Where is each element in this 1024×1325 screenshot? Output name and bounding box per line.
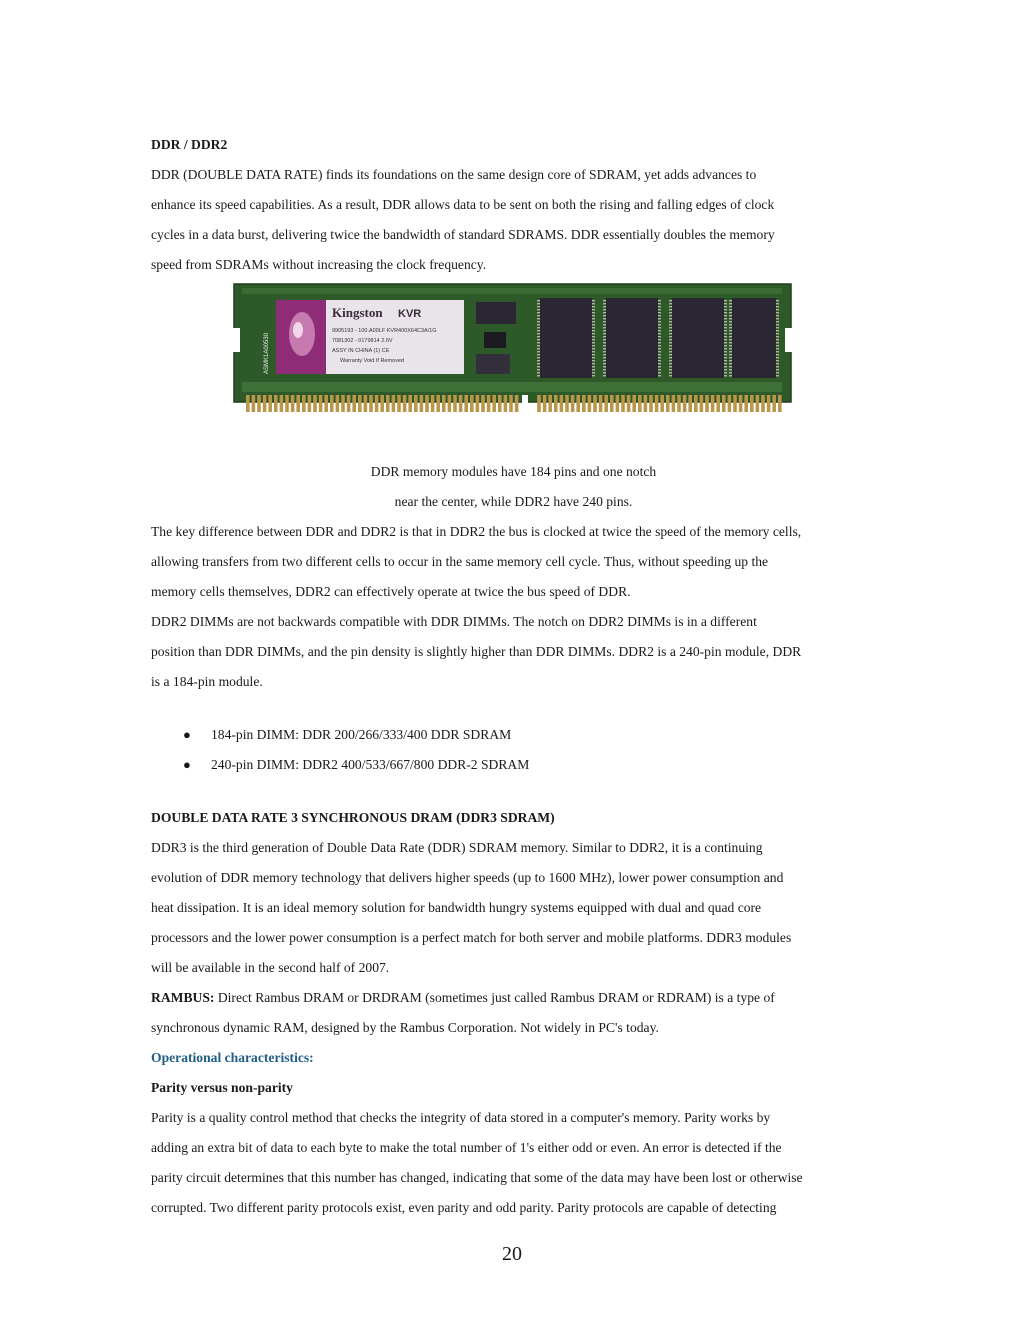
svg-text:ASSY IN CHINA (1) CE: ASSY IN CHINA (1) CE bbox=[332, 348, 390, 354]
rambus-label: RAMBUS: bbox=[151, 990, 215, 1005]
paragraph-line: heat dissipation. It is an ideal memory solution for bandwidth hungry systems equipped with dual and quad core bbox=[151, 900, 762, 915]
svg-text:KVR: KVR bbox=[398, 308, 422, 320]
paragraph-line: enhance its speed capabilities. As a result, DDR allows data to be sent on both the rising and falling edges of clock bbox=[151, 197, 775, 212]
bullet-icon: ● bbox=[183, 757, 191, 772]
rambus-paragraph: RAMBUS: Direct Rambus DRAM or DRDRAM (sometimes just called Rambus DRAM or RDRAM) is a type of bbox=[151, 990, 775, 1005]
page-content bbox=[151, 130, 876, 1223]
paragraph-line: corrupted. Two different parity protocols exist, even parity and odd parity. Parity protocols are capable of detecting bbox=[151, 1200, 777, 1215]
paragraph-line: allowing transfers from two different cells to occur in the same memory cell cycle. Thus, without speeding up the bbox=[151, 554, 769, 569]
svg-text:ASMK1A00530: ASMK1A00530 bbox=[264, 332, 270, 374]
bullet-icon: ● bbox=[183, 727, 191, 742]
list-item: ● 240-pin DIMM: DDR2 400/533/667/800 DDR-2 SDRAM bbox=[151, 750, 876, 780]
paragraph-line: adding an extra bit of data to each byte to make the total number of 1's either odd or even. An error is detected if the bbox=[151, 1140, 782, 1155]
svg-text:Kingston: Kingston bbox=[332, 305, 383, 320]
svg-text:Warranty Void If Removed: Warranty Void If Removed bbox=[340, 358, 404, 364]
image-caption-line-2: near the center, while DDR2 have 240 pins. bbox=[394, 494, 633, 509]
paragraph-line: DDR3 is the third generation of Double Data Rate (DDR) SDRAM memory. Similar to DDR2, it is a continuing bbox=[151, 840, 763, 855]
svg-text:9905193 - 100.A00LF KVR400X6: 9905193 - 100.A00LF KVR400X64C3A/1G bbox=[332, 328, 437, 334]
paragraph-line: parity circuit determines that this number has changed, indicating that some of the data may have been lost or otherwise bbox=[151, 1170, 803, 1185]
paragraph-line: position than DDR DIMMs, and the pin density is slightly higher than DDR DIMMs. DDR2 is a 240-pin module, DDR bbox=[151, 644, 802, 659]
paragraph-line: Parity is a quality control method that checks the integrity of data stored in a computer's memory. Parity works by bbox=[151, 1110, 771, 1125]
paragraph-line: memory cells themselves, DDR2 can effectively operate at twice the bus speed of DDR. bbox=[151, 584, 631, 599]
paragraph-line: speed from SDRAMs without increasing the clock frequency. bbox=[151, 257, 487, 272]
paragraph-line: synchronous dynamic RAM, designed by the Rambus Corporation. Not widely in PC's today. bbox=[151, 1020, 659, 1035]
section-heading-ddr: DDR / DDR2 bbox=[151, 137, 228, 152]
dimm-pin-list bbox=[151, 720, 876, 780]
paragraph-line: processors and the lower power consumption is a perfect match for both server and mobile platforms. DDR3 modules bbox=[151, 930, 792, 945]
svg-text:7081302 - 0179814 2.6: 7081302 - 0179814 2.6V bbox=[332, 338, 393, 344]
ddr-memory-module-image bbox=[232, 282, 793, 420]
paragraph-line: will be available in the second half of 2007. bbox=[151, 960, 390, 975]
section-heading-ddr3: DOUBLE DATA RATE 3 SYNCHRONOUS DRAM (DDR3 SDRAM) bbox=[151, 810, 555, 825]
paragraph-line: DDR2 DIMMs are not backwards compatible with DDR DIMMs. The notch on DDR2 DIMMs is in a different bbox=[151, 614, 757, 629]
image-caption-line-1: DDR memory modules have 184 pins and one notch bbox=[370, 464, 657, 479]
list-item: ● 184-pin DIMM: DDR 200/266/333/400 DDR SDRAM bbox=[151, 720, 876, 750]
paragraph-line: DDR (DOUBLE DATA RATE) finds its foundations on the same design core of SDRAM, yet adds advances to bbox=[151, 167, 757, 182]
section-heading-operational: Operational characteristics: bbox=[151, 1050, 314, 1065]
paragraph-line: cycles in a data burst, delivering twice the bandwidth of standard SDRAMS. DDR essentially doubles the memory bbox=[151, 227, 775, 242]
page-number: 20 bbox=[502, 1243, 522, 1265]
paragraph-line: evolution of DDR memory technology that delivers higher speeds (up to 1600 MHz), lower power consumption and bbox=[151, 870, 784, 885]
subheading-parity: Parity versus non-parity bbox=[151, 1080, 293, 1095]
paragraph-line: is a 184-pin module. bbox=[151, 674, 263, 689]
paragraph-line: The key difference between DDR and DDR2 is that in DDR2 the bus is clocked at twice the speed of the memory cells, bbox=[151, 524, 802, 539]
